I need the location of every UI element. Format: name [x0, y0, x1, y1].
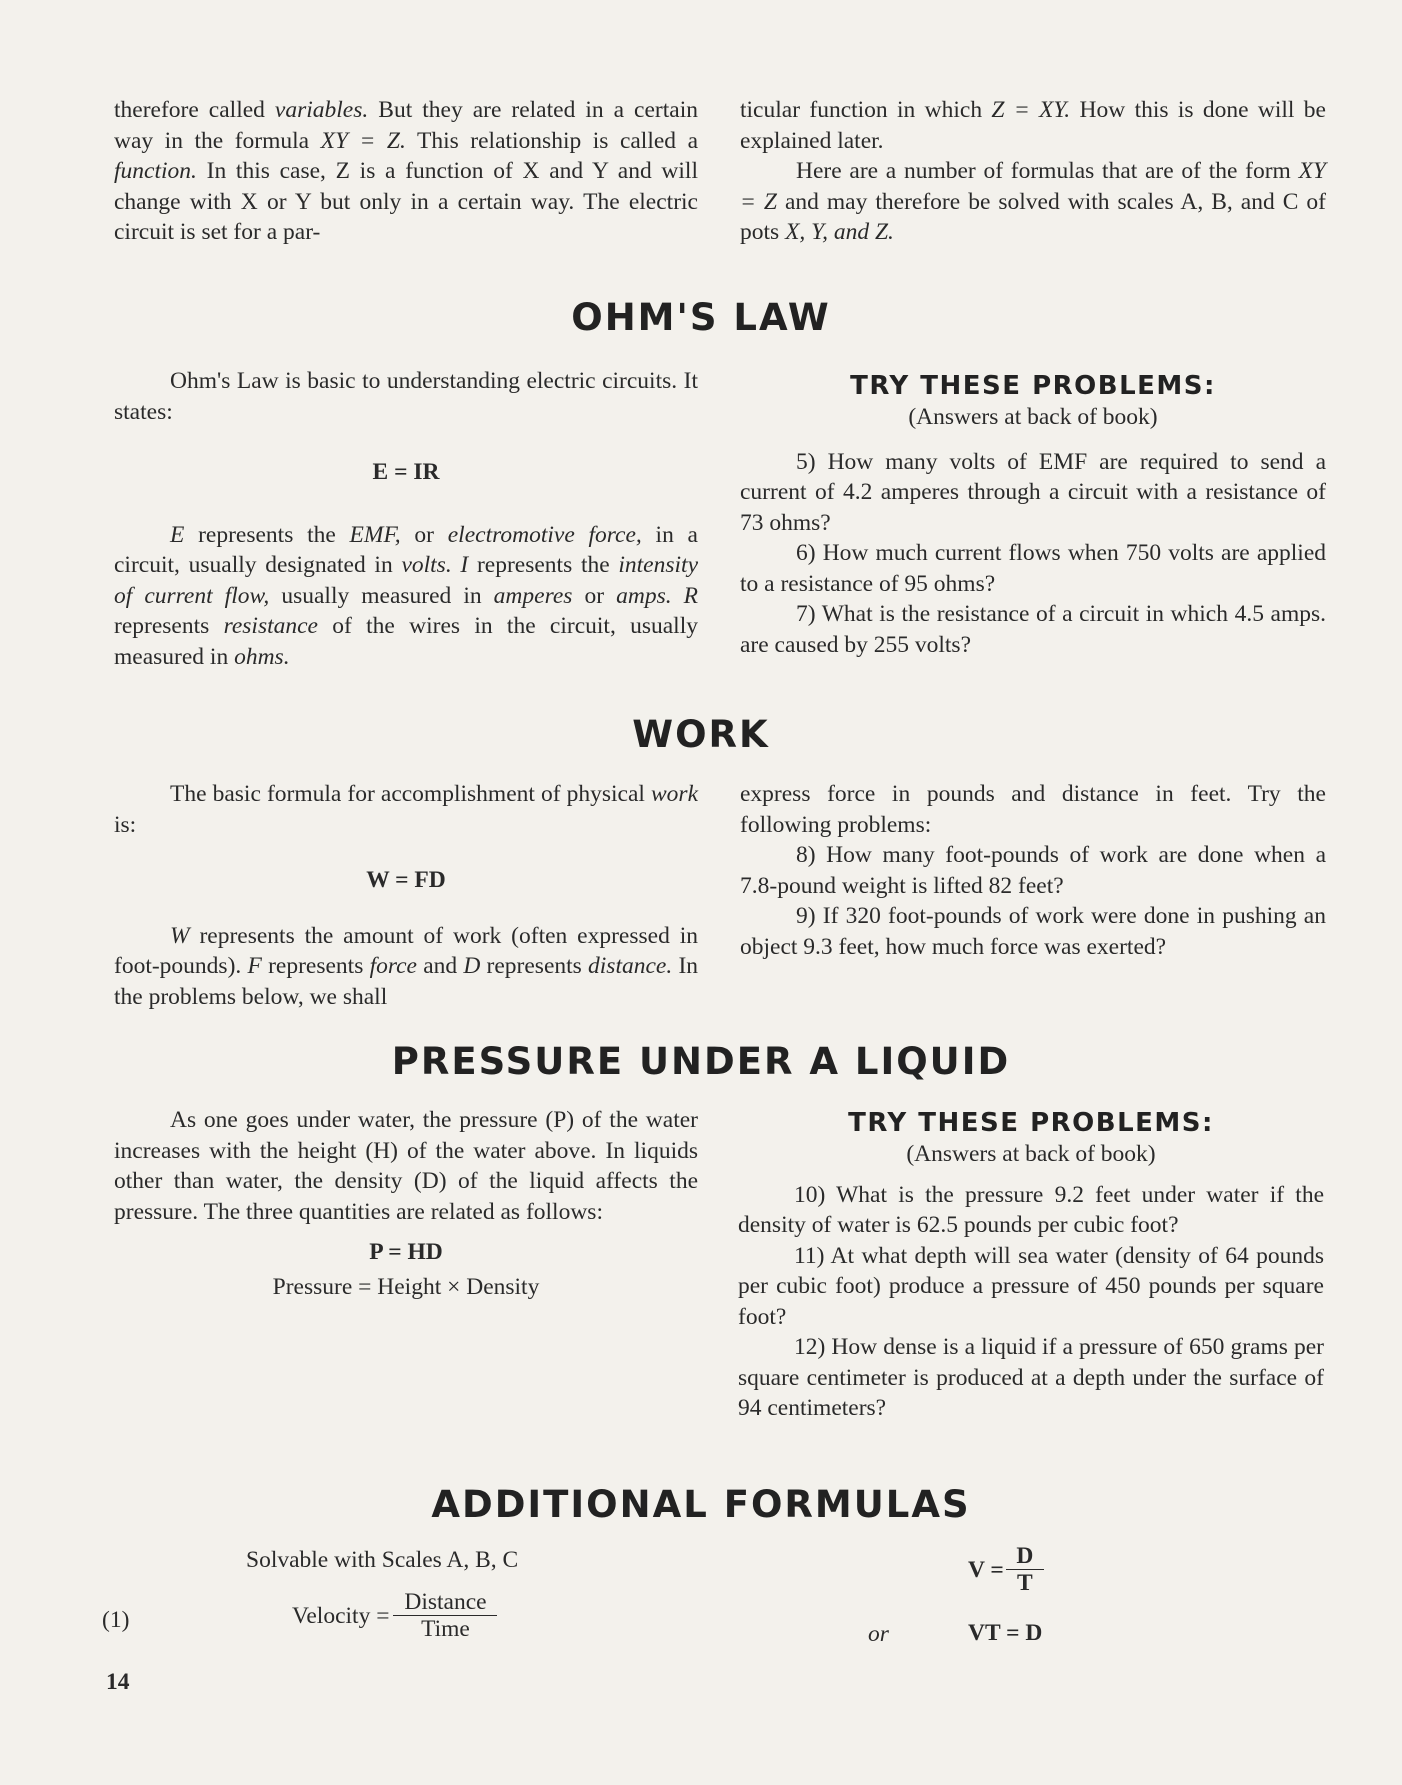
- v-numerator: D: [1006, 1543, 1044, 1570]
- work-left-column: [114, 779, 698, 1012]
- velocity-formula: [292, 1589, 497, 1642]
- ohms-law-heading: OHM'S LAW: [571, 296, 831, 339]
- pressure-left-column: [114, 1105, 698, 1302]
- problem-6: 6) How much current flows when 750 volts are applied to a resistance of 95 ohms?: [740, 540, 1326, 597]
- problem-12: 12) How dense is a liquid if a pressure of 650 grams per square centimeter is produced at a depth under the surface of 94 centimeters?: [738, 1334, 1324, 1421]
- problem-7: 7) What is the resistance of a circuit in which 4.5 amps. are caused by 255 volts?: [740, 601, 1326, 658]
- vt-formula: VT = D: [968, 1620, 1043, 1646]
- pressure-formula-words: Pressure = Height × Density: [272, 1273, 540, 1300]
- intro-left-column: [114, 95, 698, 248]
- ohms-try-heading: TRY THESE PROBLEMS:: [850, 371, 1216, 401]
- pressure-try-subheading: (Answers at back of book): [906, 1141, 1156, 1167]
- intro-right-column: [740, 95, 1326, 248]
- pressure-try-heading: TRY THESE PROBLEMS:: [848, 1108, 1214, 1138]
- problem-9: 9) If 320 foot-pounds of work were done in pushing an object 9.3 feet, how much force was exerted?: [740, 903, 1326, 960]
- work-intro: The basic formula for accomplishment of physical work is:: [114, 781, 698, 838]
- ohms-law-right-column: [740, 370, 1326, 660]
- pressure-heading: PRESSURE UNDER A LIQUID: [391, 1040, 1011, 1083]
- problem-8: 8) How many foot-pounds of work are done when a 7.8-pound weight is lifted 82 feet?: [740, 842, 1326, 899]
- velocity-lhs: Velocity =: [292, 1602, 390, 1629]
- problem-10: 10) What is the pressure 9.2 feet under water if the density of water is 62.5 pounds per cubic foot?: [738, 1181, 1324, 1238]
- work-right-intro: express force in pounds and distance in feet. Try the following problems:: [740, 781, 1326, 838]
- ohms-law-intro: Ohm's Law is basic to understanding electric circuits. It states:: [114, 368, 698, 425]
- solvable-note: Solvable with Scales A, B, C: [246, 1547, 519, 1573]
- page-number: 14: [106, 1669, 130, 1695]
- or-text: or: [868, 1621, 889, 1647]
- work-explanation: W represents the amount of work (often expressed in foot-pounds). F represents force and D represents distance. In the problems below, we shall: [114, 922, 699, 1010]
- intro-left-paragraph: therefore called variables. But they are related in a certain way in the formula XY = Z. This relationship is called a function. In this case, Z is a function of X and Y and will change with X or Y but only in a certain way. The electric circuit is set for a par-: [114, 97, 698, 245]
- additional-formulas-heading: ADDITIONAL FORMULAS: [431, 1483, 971, 1526]
- v-denominator: T: [1016, 1570, 1033, 1596]
- velocity-denominator: Time: [421, 1616, 470, 1642]
- formula-number: (1): [102, 1607, 130, 1633]
- velocity-fraction: [393, 1589, 497, 1642]
- intro-right-paragraph-1: ticular function in which Z = XY. How this is done will be explained later.: [740, 97, 1326, 154]
- v-formula: [968, 1543, 1044, 1596]
- ohms-law-explanation: E represents the EMF, or electromotive force, in a circuit, usually designated in volts. I represents the intensity of current flow, usually measured in amperes or amps. R represents resistance of the wires in the circuit, usually measured in ohms.: [114, 521, 699, 670]
- ohms-law-left-column: [114, 366, 698, 672]
- v-fraction: [1006, 1543, 1044, 1596]
- problem-11: 11) At what depth will sea water (density of 64 pounds per cubic foot) produce a pressure of 450 pounds per square foot?: [738, 1242, 1324, 1330]
- work-right-column: [740, 779, 1326, 962]
- pressure-right-column: [738, 1107, 1324, 1424]
- ohms-law-formula: E = IR: [372, 459, 440, 485]
- intro-right-paragraph-2: Here are a number of formulas that are of the form XY = Z and may therefore be solved with scales A, B, and C of pots X, Y, and Z.: [740, 158, 1326, 245]
- work-formula: W = FD: [366, 867, 446, 893]
- v-lhs: V =: [968, 1556, 1004, 1583]
- velocity-numerator: Distance: [393, 1589, 497, 1616]
- problem-5: 5) How many volts of EMF are required to send a current of 4.2 amperes through a circuit with a resistance of 73 ohms?: [740, 448, 1326, 536]
- work-heading: WORK: [632, 713, 770, 756]
- pressure-formula: P = HD: [369, 1239, 443, 1265]
- pressure-explanation: As one goes under water, the pressure (P) of the water increases with the height (H) of the water above. In liquids other than water, the density (D) of the liquid affects the pressure. The three quantities are related as follows:: [114, 1107, 698, 1225]
- ohms-try-subheading: (Answers at back of book): [908, 404, 1158, 430]
